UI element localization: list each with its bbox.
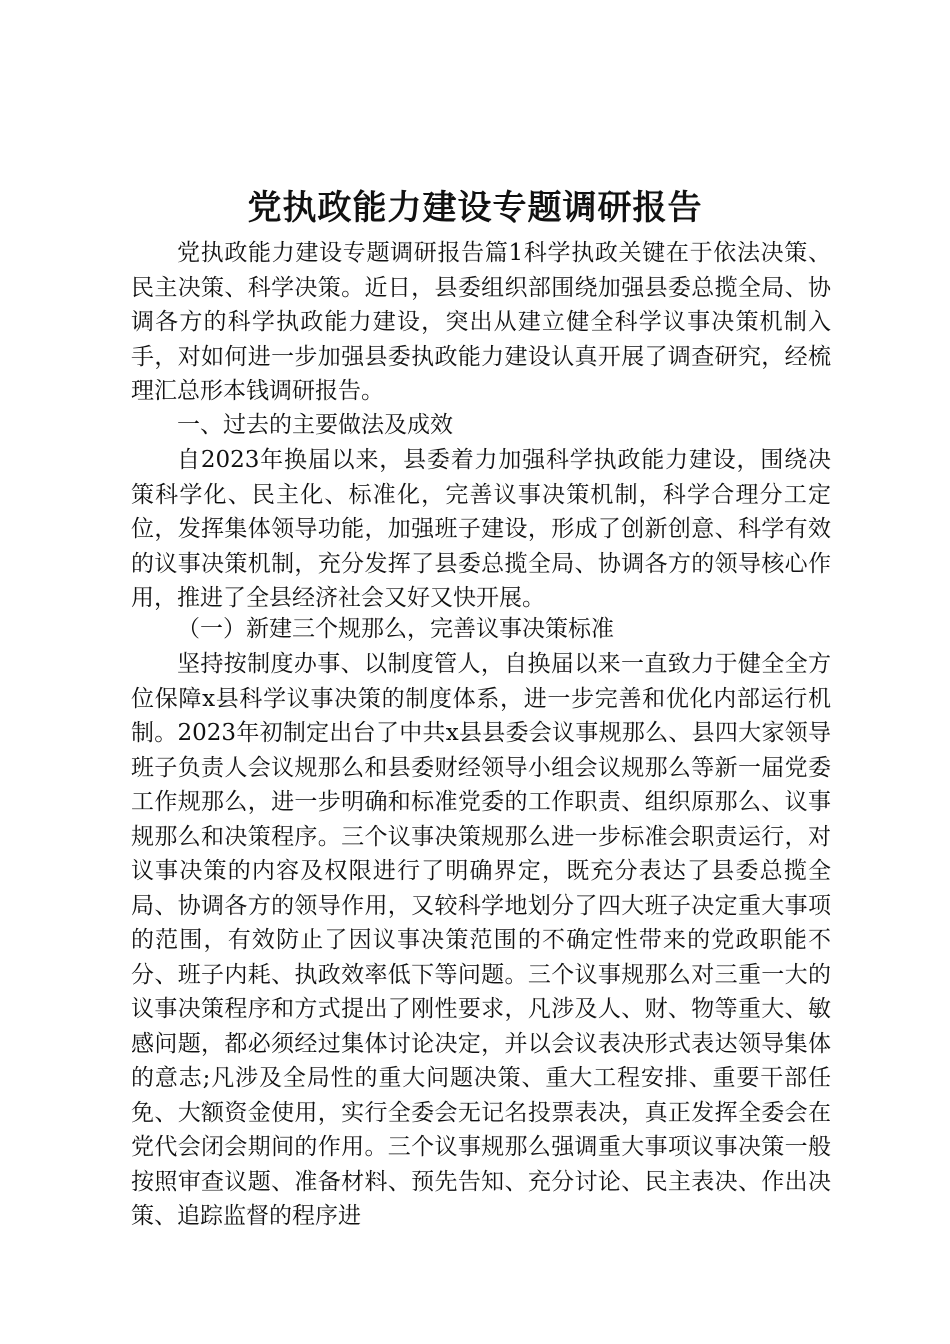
intro-paragraph: 党执政能力建设专题调研报告篇1科学执政关键在于依法决策、民主决策、科学决策。近日，县委组织部围绕加强县委总揽全局、协调各方的科学执政能力建设，突出从建立健全科学议事决策机制入手，对如何进一步加强县委执政能力建设认真开展了调查研究，经梳理汇总形本钱调研报告。 — [131, 240, 831, 404]
section-summary-paragraph: 自2023年换届以来，县委着力加强科学执政能力建设，围绕决策科学化、民主化、标准化，完善议事决策机制，科学合理分工定位，发挥集体领导功能，加强班子建设，形成了创新创意、科学有效的议事决策机制，充分发挥了县委总揽全局、协调各方的领导核心作用，推进了全县经济社会又好又快开展。 — [131, 447, 831, 611]
section-heading: 一、过去的主要做法及成效 — [177, 412, 453, 438]
document-title: 党执政能力建设专题调研报告 — [247, 188, 703, 228]
subsection-body-paragraph: 坚持按制度办事、以制度管人，自换届以来一直致力于健全全方位保障x县科学议事决策的制度体系，进一步完善和优化内部运行机制。2023年初制定出台了中共x县县委会议事规那么、县四大家领导班子负责人会议规那么和县委财经领导小组会议规那么等新一届党委工作规那么，进一步明确和标准党委的工作职责、组织原那么、议事规那么和决策程序。三个议事决策规那么进一步标准会职责运行，对议事决策的内容及权限进行了明确界定，既充分表达了县委总揽全局、协调各方的领导作用，又较科学地划分了四大班子决定重大事项的范围，有效防止了因议事决策范围的不确定性带来的党政职能不分、班子内耗、执政效率低下等问题。三个议事规那么对三重一大的议事决策程序和方式提出了刚性要求，凡涉及人、财、物等重大、敏感问题，都必须经过集体讨论决定，并以会议表决形式表达领导集体的意志;凡涉及全局性的重大问题决策、重大工程安排、重要干部任免、大额资金使用，实行全委会无记名投票表决，真正发挥全委会在党代会闭会期间的作用。三个议事规那么强调重大事项议事决策一般按照审查议题、准备材料、预先告知、充分讨论、民主表决、作出决策、追踪监督的程序进 — [131, 651, 831, 1229]
subsection-heading: （一）新建三个规那么，完善议事决策标准 — [177, 616, 614, 642]
